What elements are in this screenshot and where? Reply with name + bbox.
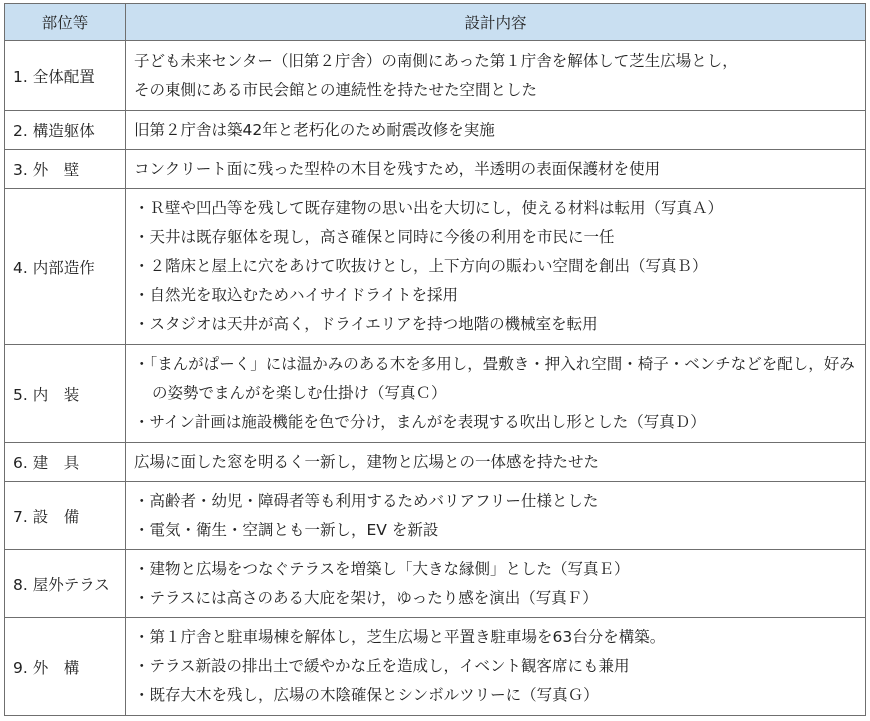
bullet-item: ・建物と広場をつなぐテラスを増築し「大きな縁側」とした（写真Ｅ） [134, 559, 630, 578]
table-row [5, 482, 866, 550]
row-label: 2. 構造躯体 [5, 111, 126, 150]
row-label: 7. 設 備 [5, 482, 126, 550]
bullet-item: ・テラス新設の排出土で緩やかな丘を造成し，イベント観客席にも兼用 [134, 657, 630, 675]
bullet-item: ・スタジオは天井が高く，ドライエリアを持つ地階の機械室を転用 [134, 315, 598, 333]
row-label: 5. 内 装 [5, 345, 126, 443]
row-label: 9. 外 構 [5, 618, 126, 716]
row-content [126, 550, 866, 618]
row-content [126, 111, 866, 150]
row-label: 3. 外 壁 [5, 150, 126, 189]
bullet-item: ・高齢者・幼児・障碍者等も利用するためバリアフリー仕様とした [134, 491, 599, 510]
row-content [126, 41, 866, 111]
row-label: 1. 全体配置 [5, 41, 126, 111]
bullet-item: ・Ｒ壁や凹凸等を残して既存建物の思い出を大切にし，使える材料は転用（写真Ａ） [134, 199, 724, 217]
content-line: 広場に面した窓を明るく一新し，建物と広場との一体感を持たせた [134, 452, 600, 471]
content-line: その東側にある市民会館との連続性を持たせた空間とした [134, 80, 538, 99]
table-row [5, 41, 866, 111]
row-content [126, 150, 866, 189]
row-content [126, 482, 866, 550]
bullet-item: ・自然光を取込むためハイサイドライトを採用 [134, 286, 458, 304]
row-label: 6. 建 具 [5, 443, 126, 482]
header-design: 設計内容 [126, 4, 866, 41]
table-row [5, 150, 866, 189]
row-content [126, 345, 866, 443]
bullet-item: ・第１庁舎と駐車場棟を解体し，芝生広場と平置き駐車場を63台分を構築。 [134, 628, 666, 646]
bullet-item: ・電気・衛生・空調とも一新し，EV を新設 [134, 520, 439, 539]
bullet-item: ・「まんがぱーく」には温かみのある木を多用し，畳敷き・押入れ空間・椅子・ベンチなどを配し，好みの姿勢でまんがを楽しむ仕掛け（写真Ｃ） [134, 355, 855, 402]
row-content [126, 443, 866, 482]
table-row [5, 189, 866, 345]
bullet-item: ・２階床と屋上に穴をあけて吹抜けとし，上下方向の賑わい空間を創出（写真Ｂ） [134, 257, 708, 275]
table-row [5, 345, 866, 443]
content-line: 旧第２庁舎は築42年と老朽化のため耐震改修を実施 [134, 120, 495, 139]
header-row [5, 4, 866, 41]
table-row [5, 111, 866, 150]
row-content [126, 618, 866, 716]
table-row [5, 550, 866, 618]
row-label: 8. 屋外テラス [5, 550, 126, 618]
table-row [5, 618, 866, 716]
row-content [126, 189, 866, 345]
header-part: 部位等 [5, 4, 126, 41]
content-line: コンクリート面に残った型枠の木目を残すため，半透明の表面保護材を使用 [134, 159, 661, 178]
content-line: 子ども未来センター（旧第２庁舎）の南側にあった第１庁舎を解体して芝生広場とし， [134, 51, 738, 70]
bullet-item: ・テラスには高さのある大庇を架け，ゆったり感を演出（写真Ｆ） [134, 588, 598, 607]
bullet-item: ・既存大木を残し，広場の木陰確保とシンボルツリーに（写真Ｇ） [134, 686, 599, 704]
row-label: 4. 内部造作 [5, 189, 126, 345]
table-row [5, 443, 866, 482]
bullet-item: ・サイン計画は施設機能を色で分け，まんがを表現する吹出し形とした（写真Ｄ） [134, 413, 706, 431]
design-table [4, 3, 866, 716]
bullet-item: ・天井は既存躯体を現し，高さ確保と同時に今後の利用を市民に一任 [134, 228, 615, 246]
